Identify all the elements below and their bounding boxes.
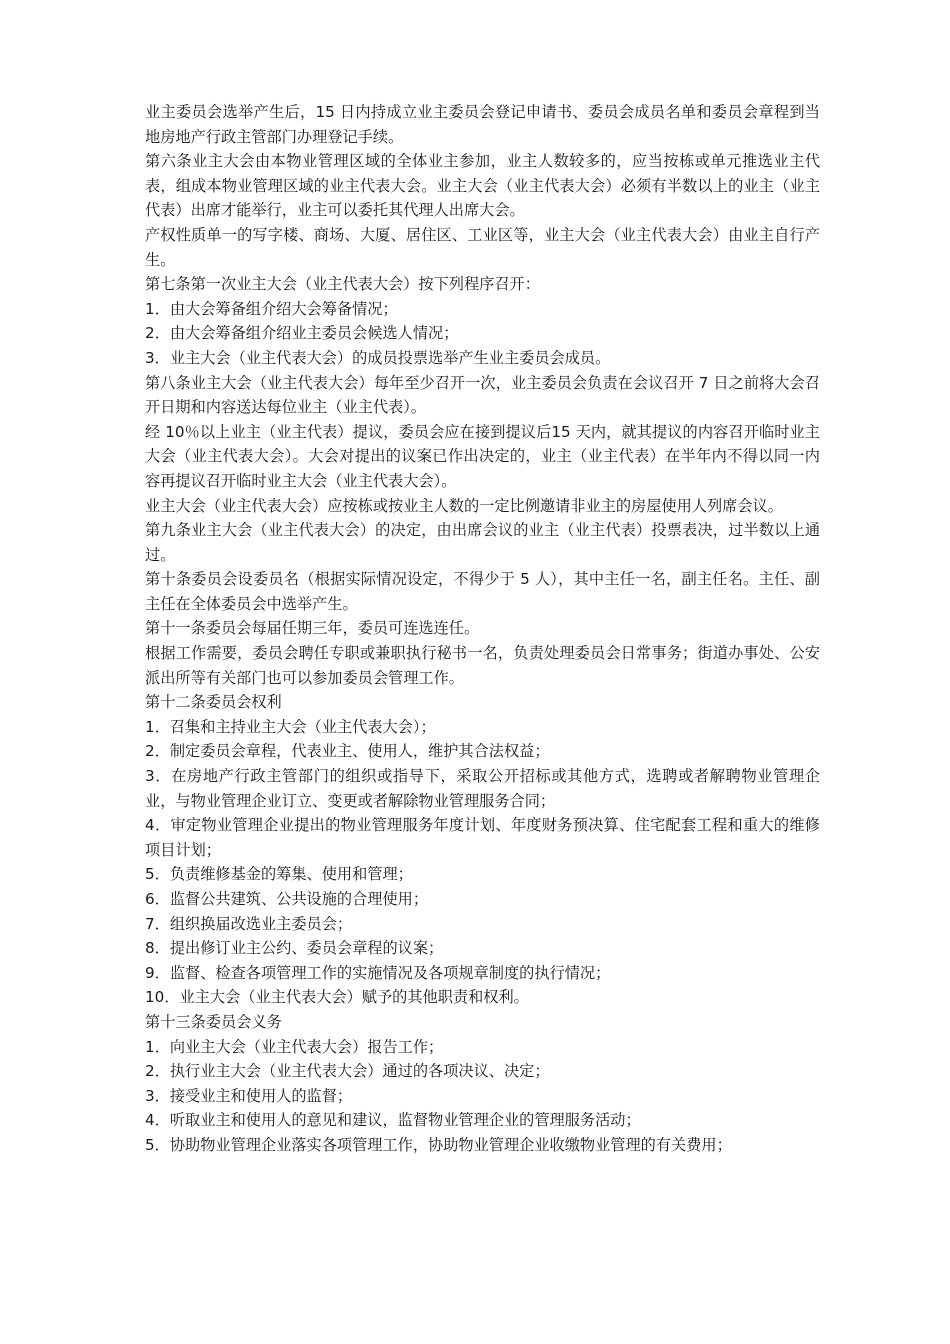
document-page	[145, 100, 820, 1158]
list-item: 5．协助物业管理企业落实各项管理工作，协助物业管理企业收缴物业管理的有关费用；	[145, 1135, 732, 1154]
list-item: 10．业主大会（业主代表大会）赋予的其他职责和权利。	[145, 988, 529, 1007]
list-item: 2．由大会筹备组介绍业主委员会候选人情况；	[145, 324, 459, 343]
list-item: 3．在房地产行政主管部门的组织或指导下，采取公开招标或其他方式，选聘或者解聘物业管理企业，与物业管理企业订立、变更或者解除物业管理服务合同；	[145, 767, 820, 810]
list-item: 4．审定物业管理企业提出的物业管理服务年度计划、年度财务预决算、住宅配套工程和重大的维修项目计划；	[145, 816, 820, 859]
list-item: 9．监督、检查各项管理工作的实施情况及各项规章制度的执行情况；	[145, 963, 611, 982]
paragraph-article-11: 第十一条委员会每届任期三年，委员可连选连任。	[145, 619, 480, 638]
heading-article-12: 第十二条委员会权利	[145, 693, 282, 712]
list-item: 2．执行业主大会（业主代表大会）通过的各项决议、决定；	[145, 1062, 550, 1081]
paragraph-article-9: 第九条业主大会（业主代表大会）的决定，由出席会议的业主（业主代表）投票表决，过半数以上通过。	[145, 521, 820, 564]
heading-article-13: 第十三条委员会义务	[145, 1012, 282, 1031]
paragraph-article-8: 第八条业主大会（业主代表大会）每年至少召开一次，业主委员会负责在会议召开 7 日之前将大会召开日期和内容送达每位业主（业主代表）。	[145, 373, 820, 417]
list-item: 1．召集和主持业主大会（业主代表大会）；	[145, 717, 436, 736]
paragraph-non-owner-attendance: 业主大会（业主代表大会）应按栋或按业主人数的一定比例邀请非业主的房屋使用人列席会议。	[145, 496, 783, 515]
list-item: 4．听取业主和使用人的意见和建议，监督物业管理企业的管理服务活动；	[145, 1111, 641, 1130]
paragraph-article-10: 第十条委员会设委员名（根据实际情况设定，不得少于 5 人），其中主任一名，副主任名。主任、副主任在全体委员会中选举产生。	[145, 570, 820, 613]
paragraph-registration: 业主委员会选举产生后，15 日内持成立业主委员会登记申请书、委员会成员名单和委员会章程到当地房地产行政主管部门办理登记手续。	[145, 103, 820, 146]
paragraph-article-6: 第六条业主大会由本物业管理区域的全体业主参加，业主人数较多的，应当按栋或单元推选业主代表，组成本物业管理区域的业主代表大会。业主大会（业主代表大会）必须有半数以上的业主（业主代表）出席才能举行，业主可以委托其代理人出席大会。	[145, 152, 820, 220]
paragraph-single-property: 产权性质单一的写字楼、商场、大厦、居住区、工业区等，业主大会（业主代表大会）由业主自行产生。	[145, 225, 820, 269]
list-item: 8．提出修订业主公约、委员会章程的议案；	[145, 939, 444, 958]
paragraph-article-7: 第七条第一次业主大会（业主代表大会）按下列程序召开：	[145, 275, 540, 294]
list-item: 1．向业主大会（业主代表大会）报告工作；	[145, 1037, 444, 1056]
list-item: 1．由大会筹备组介绍大会筹备情况；	[145, 299, 398, 318]
list-item: 3．业主大会（业主代表大会）的成员投票选举产生业主委员会成员。	[145, 348, 611, 367]
paragraph-secretary: 根据工作需要，委员会聘任专职或兼职执行秘书一名，负责处理委员会日常事务；街道办事处、公安派出所等有关部门也可以参加委员会管理工作。	[145, 644, 820, 687]
list-item: 3．接受业主和使用人的监督；	[145, 1086, 353, 1105]
list-item: 2．制定委员会章程，代表业主、使用人，维护其合法权益；	[145, 742, 550, 761]
paragraph-interim-meeting: 经 10％以上业主（业主代表）提议，委员会应在接到提议后15 天内，就其提议的内容召开临时业主大会（业主代表大会）。大会对提出的议案已作出决定的，业主（业主代表）在半年内不得以同一内容再提议召开临时业主大会（业主代表大会）。	[145, 422, 820, 490]
list-item: 5．负责维修基金的筹集、使用和管理；	[145, 865, 413, 884]
list-item: 7．组织换届改选业主委员会；	[145, 914, 353, 933]
list-item: 6．监督公共建筑、公共设施的合理使用；	[145, 890, 429, 908]
